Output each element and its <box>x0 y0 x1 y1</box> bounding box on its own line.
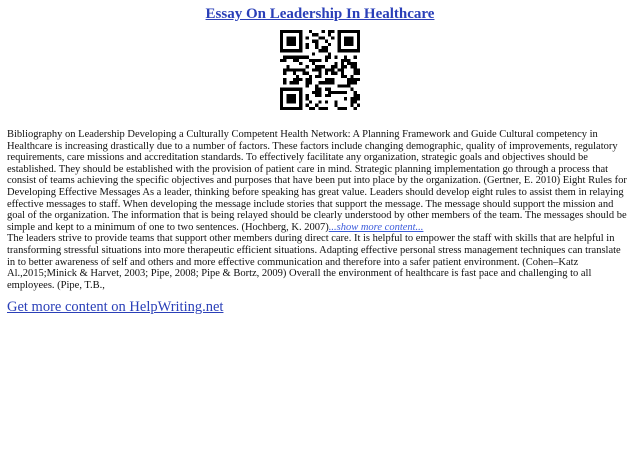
qr-module <box>318 36 321 39</box>
qr-module <box>347 36 350 39</box>
qr-module <box>312 107 315 110</box>
qr-module <box>344 107 347 110</box>
qr-module <box>357 40 360 43</box>
qr-module <box>318 72 321 75</box>
qr-module <box>318 100 321 103</box>
qr-module <box>309 100 312 103</box>
qr-module <box>341 68 344 71</box>
qr-module <box>347 84 350 87</box>
qr-module <box>286 88 289 91</box>
qr-module <box>350 104 353 107</box>
qr-module <box>350 62 353 65</box>
qr-module <box>350 81 353 84</box>
qr-module <box>354 94 357 97</box>
qr-module <box>315 33 318 36</box>
qr-module <box>280 49 283 52</box>
qr-module <box>299 43 302 46</box>
qr-module <box>325 81 328 84</box>
qr-module <box>312 68 315 71</box>
qr-module <box>344 84 347 87</box>
qr-module <box>322 49 325 52</box>
qr-module <box>296 78 299 81</box>
qr-module <box>315 68 318 71</box>
qr-module <box>315 88 318 91</box>
qr-module <box>296 81 299 84</box>
qr-module <box>299 94 302 97</box>
qr-module <box>318 65 321 68</box>
qr-module <box>344 75 347 78</box>
qr-module <box>334 91 337 94</box>
qr-module <box>350 40 353 43</box>
qr-module <box>344 30 347 33</box>
qr-module <box>306 36 309 39</box>
qr-module <box>338 36 341 39</box>
qr-module <box>328 52 331 55</box>
qr-module <box>312 62 315 65</box>
qr-module <box>293 72 296 75</box>
qr-module <box>341 107 344 110</box>
qr-module <box>357 104 360 107</box>
qr-module <box>325 46 328 49</box>
qr-module <box>354 107 357 110</box>
qr-module <box>354 68 357 71</box>
qr-module <box>338 30 341 33</box>
essay-paragraph-2: The leaders strive to provide teams that support other members during direct care. It is helpful to empower the staff with skills that are helpful in transforming stressful situations into more therapeutic efficient situations. Adapting effective personal stress management techniques can translate in to better awareness of self and others and more effective communication and therefore into a safer patient environment. (Cohen–Katz Al.,2015;Minick & Harvet, 2003; Pipe, 2008; Pipe & Bortz, 2009) Overall the environment of healthcare is fast pace and challenging to all employees. (Pipe, T.B., <box>7 233 621 291</box>
qr-module <box>350 100 353 103</box>
show-more-link[interactable]: ...show more content... <box>328 221 424 233</box>
qr-module <box>325 72 328 75</box>
qr-module <box>283 81 286 84</box>
qr-module <box>293 56 296 59</box>
qr-module <box>344 49 347 52</box>
qr-code-icon <box>280 30 360 110</box>
qr-module <box>280 88 283 91</box>
qr-module <box>328 56 331 59</box>
qr-module <box>334 62 337 65</box>
qr-module <box>296 59 299 62</box>
qr-module <box>293 68 296 71</box>
qr-module <box>354 49 357 52</box>
qr-module <box>328 91 331 94</box>
qr-module <box>344 43 347 46</box>
qr-module <box>299 97 302 100</box>
qr-module <box>299 68 302 71</box>
qr-module <box>328 33 331 36</box>
qr-module <box>290 36 293 39</box>
qr-module <box>341 49 344 52</box>
qr-module <box>299 40 302 43</box>
qr-module <box>347 78 350 81</box>
qr-module <box>341 62 344 65</box>
qr-module <box>318 91 321 94</box>
qr-module <box>344 36 347 39</box>
qr-module <box>354 56 357 59</box>
qr-module <box>315 84 318 87</box>
qr-module <box>318 81 321 84</box>
qr-module <box>293 40 296 43</box>
qr-module <box>347 59 350 62</box>
qr-module <box>325 88 328 91</box>
qr-module <box>306 43 309 46</box>
qr-module <box>357 33 360 36</box>
qr-module <box>341 72 344 75</box>
qr-module <box>280 40 283 43</box>
qr-module <box>312 33 315 36</box>
qr-module <box>325 49 328 52</box>
qr-module <box>350 88 353 91</box>
qr-module <box>299 107 302 110</box>
qr-module <box>315 94 318 97</box>
qr-module <box>357 30 360 33</box>
qr-module <box>280 104 283 107</box>
qr-module <box>350 65 353 68</box>
qr-module <box>306 94 309 97</box>
qr-module <box>306 97 309 100</box>
qr-module <box>306 78 309 81</box>
qr-module <box>293 88 296 91</box>
qr-module <box>338 107 341 110</box>
qr-module <box>318 75 321 78</box>
qr-module <box>309 81 312 84</box>
qr-module <box>350 43 353 46</box>
qr-module <box>299 33 302 36</box>
qr-module <box>283 78 286 81</box>
qr-module <box>334 56 337 59</box>
qr-module <box>280 33 283 36</box>
qr-module <box>350 49 353 52</box>
qr-module <box>290 94 293 97</box>
qr-module <box>331 30 334 33</box>
qr-module <box>283 30 286 33</box>
qr-module <box>344 91 347 94</box>
qr-module <box>354 78 357 81</box>
qr-module <box>290 40 293 43</box>
qr-module <box>280 107 283 110</box>
qr-module <box>296 68 299 71</box>
qr-module <box>357 72 360 75</box>
qr-module <box>357 36 360 39</box>
qr-module <box>338 91 341 94</box>
qr-module <box>312 52 315 55</box>
qr-module <box>318 88 321 91</box>
qr-module <box>325 100 328 103</box>
qr-module <box>280 94 283 97</box>
qr-module <box>322 46 325 49</box>
qr-module <box>290 49 293 52</box>
qr-module <box>290 97 293 100</box>
qr-module <box>347 62 350 65</box>
qr-module <box>341 84 344 87</box>
qr-module <box>286 40 289 43</box>
qr-module <box>306 104 309 107</box>
qr-module <box>286 68 289 71</box>
qr-module <box>341 65 344 68</box>
qr-module <box>347 81 350 84</box>
qr-module <box>299 46 302 49</box>
qr-module <box>328 94 331 97</box>
qr-module <box>318 49 321 52</box>
qr-module <box>354 62 357 65</box>
qr-module <box>331 78 334 81</box>
qr-module <box>293 81 296 84</box>
qr-module <box>350 36 353 39</box>
qr-module <box>354 65 357 68</box>
qr-module <box>280 36 283 39</box>
qr-module <box>302 72 305 75</box>
qr-module <box>280 100 283 103</box>
qr-module <box>334 104 337 107</box>
qr-module <box>357 68 360 71</box>
qr-module <box>338 49 341 52</box>
qr-module <box>338 40 341 43</box>
qr-module <box>286 65 289 68</box>
qr-module <box>286 30 289 33</box>
qr-module <box>357 49 360 52</box>
qr-module <box>350 97 353 100</box>
qr-module <box>286 36 289 39</box>
qr-module <box>290 43 293 46</box>
qr-module <box>341 59 344 62</box>
qr-module <box>328 81 331 84</box>
qr-module <box>357 46 360 49</box>
qr-module <box>347 49 350 52</box>
qr-module <box>299 62 302 65</box>
get-more-content-link[interactable]: Get more content on HelpWriting.net <box>7 299 224 315</box>
qr-module <box>328 88 331 91</box>
essay-body <box>7 129 631 291</box>
qr-module <box>286 107 289 110</box>
qr-module <box>350 78 353 81</box>
qr-module <box>286 49 289 52</box>
qr-module <box>315 75 318 78</box>
qr-module <box>357 78 360 81</box>
qr-module <box>283 88 286 91</box>
qr-module <box>280 43 283 46</box>
qr-module <box>306 65 309 68</box>
qr-module <box>280 30 283 33</box>
qr-module <box>354 30 357 33</box>
qr-module <box>331 65 334 68</box>
qr-module <box>334 100 337 103</box>
qr-module <box>290 68 293 71</box>
qr-module <box>290 30 293 33</box>
qr-module <box>290 107 293 110</box>
qr-module <box>306 84 309 87</box>
qr-module <box>338 68 341 71</box>
qr-module <box>315 91 318 94</box>
qr-module <box>293 36 296 39</box>
qr-module <box>315 43 318 46</box>
qr-module <box>347 43 350 46</box>
qr-module <box>338 46 341 49</box>
qr-module <box>334 72 337 75</box>
qr-module <box>286 100 289 103</box>
qr-module <box>318 94 321 97</box>
qr-module <box>293 49 296 52</box>
qr-module <box>328 68 331 71</box>
qr-module <box>299 88 302 91</box>
qr-module <box>296 49 299 52</box>
qr-module <box>341 30 344 33</box>
qr-module <box>299 91 302 94</box>
qr-module <box>325 56 328 59</box>
qr-module <box>328 30 331 33</box>
qr-module <box>315 40 318 43</box>
qr-module <box>338 84 341 87</box>
qr-module <box>331 91 334 94</box>
qr-module <box>306 46 309 49</box>
qr-module <box>341 91 344 94</box>
qr-module <box>344 59 347 62</box>
qr-module <box>328 78 331 81</box>
qr-module <box>322 65 325 68</box>
qr-module <box>286 94 289 97</box>
qr-module <box>350 30 353 33</box>
qr-module <box>357 94 360 97</box>
qr-module <box>322 36 325 39</box>
qr-module <box>344 40 347 43</box>
qr-module <box>283 68 286 71</box>
qr-module <box>290 81 293 84</box>
qr-module <box>357 97 360 100</box>
qr-module <box>322 30 325 33</box>
qr-module <box>347 30 350 33</box>
qr-module <box>296 56 299 59</box>
qr-module <box>283 49 286 52</box>
qr-module <box>299 36 302 39</box>
qr-module <box>318 59 321 62</box>
qr-module <box>350 75 353 78</box>
qr-module <box>280 97 283 100</box>
qr-module <box>286 97 289 100</box>
qr-module <box>299 78 302 81</box>
qr-module <box>280 91 283 94</box>
qr-module <box>344 97 347 100</box>
qr-module <box>286 56 289 59</box>
qr-module <box>306 81 309 84</box>
qr-module <box>354 81 357 84</box>
qr-module <box>325 59 328 62</box>
qr-module <box>322 81 325 84</box>
qr-module <box>347 40 350 43</box>
qr-module <box>325 107 328 110</box>
qr-module <box>280 59 283 62</box>
qr-module <box>325 78 328 81</box>
qr-module <box>341 75 344 78</box>
qr-module <box>302 56 305 59</box>
qr-module <box>325 40 328 43</box>
qr-module <box>354 100 357 103</box>
qr-module <box>296 30 299 33</box>
qr-module <box>293 59 296 62</box>
qr-module <box>293 107 296 110</box>
qr-module <box>290 88 293 91</box>
qr-module <box>331 36 334 39</box>
qr-module <box>293 94 296 97</box>
qr-module <box>331 72 334 75</box>
qr-module <box>286 43 289 46</box>
qr-module <box>334 65 337 68</box>
qr-module <box>325 94 328 97</box>
qr-module <box>312 91 315 94</box>
qr-module <box>309 30 312 33</box>
qr-module <box>296 107 299 110</box>
qr-module <box>293 30 296 33</box>
qr-module <box>293 100 296 103</box>
qr-module <box>293 78 296 81</box>
qr-module <box>338 33 341 36</box>
qr-module <box>283 59 286 62</box>
qr-module <box>315 104 318 107</box>
qr-module <box>299 100 302 103</box>
qr-module <box>283 72 286 75</box>
qr-module <box>312 40 315 43</box>
qr-module <box>338 43 341 46</box>
qr-module <box>306 72 309 75</box>
qr-module <box>309 78 312 81</box>
qr-module <box>306 56 309 59</box>
qr-module <box>357 43 360 46</box>
qr-module <box>322 107 325 110</box>
qr-module <box>315 59 318 62</box>
qr-module <box>296 75 299 78</box>
qr-module <box>328 43 331 46</box>
qr-module <box>296 88 299 91</box>
qr-module <box>302 68 305 71</box>
qr-module <box>315 65 318 68</box>
qr-module <box>312 59 315 62</box>
qr-module <box>331 81 334 84</box>
qr-module <box>309 59 312 62</box>
qr-module <box>280 46 283 49</box>
qr-module <box>354 91 357 94</box>
qr-module <box>293 97 296 100</box>
qr-module <box>344 65 347 68</box>
paragraph-1-text: Bibliography on Leadership Developing a Culturally Competent Health Network: A Planning Framework and Guide Cultural competency in Healthcare is increasing drastically due to a number of factors. These factors include changing demographic, quality of improvements, regulatory requirements, care missions and accreditation standards. To effectively facilitate any organization, strategic goals and objectives should be established. They should be established with the provision of patient care in mind. Strategic planning implementation go through a process that consist of teams achieving the specific objectives and purposes that have been put into place by the organization. (Gertner, E. 2010) Eight Rules for Developing Effective Messages As a leader, thinking before speaking has great value. Leaders should develop eight rules to assist them in relaying effective messages to staff. When developing the message include stories that support the message. The message should support the mission and goal of the organization. The information that is being relayed should be clearly understood by other members of the team. The messages should be simple and kept to a minimum of one to two sentences. (Hochberg, K. 2007) <box>7 129 627 233</box>
qr-module <box>309 75 312 78</box>
qr-module <box>318 107 321 110</box>
qr-module <box>299 30 302 33</box>
qr-module <box>318 68 321 71</box>
qr-module <box>299 104 302 107</box>
qr-module <box>309 107 312 110</box>
essay-paragraph-1 <box>7 129 631 233</box>
qr-module <box>354 72 357 75</box>
qr-module <box>315 46 318 49</box>
qr-module <box>354 97 357 100</box>
qr-module <box>299 49 302 52</box>
qr-module <box>283 107 286 110</box>
qr-module <box>290 56 293 59</box>
qr-module <box>325 68 328 71</box>
qr-module <box>344 56 347 59</box>
qr-module <box>293 43 296 46</box>
qr-module <box>290 100 293 103</box>
qr-module <box>299 56 302 59</box>
qr-module <box>283 56 286 59</box>
qr-module <box>331 68 334 71</box>
page-title-link[interactable]: Essay On Leadership In Healthcare <box>205 6 435 22</box>
